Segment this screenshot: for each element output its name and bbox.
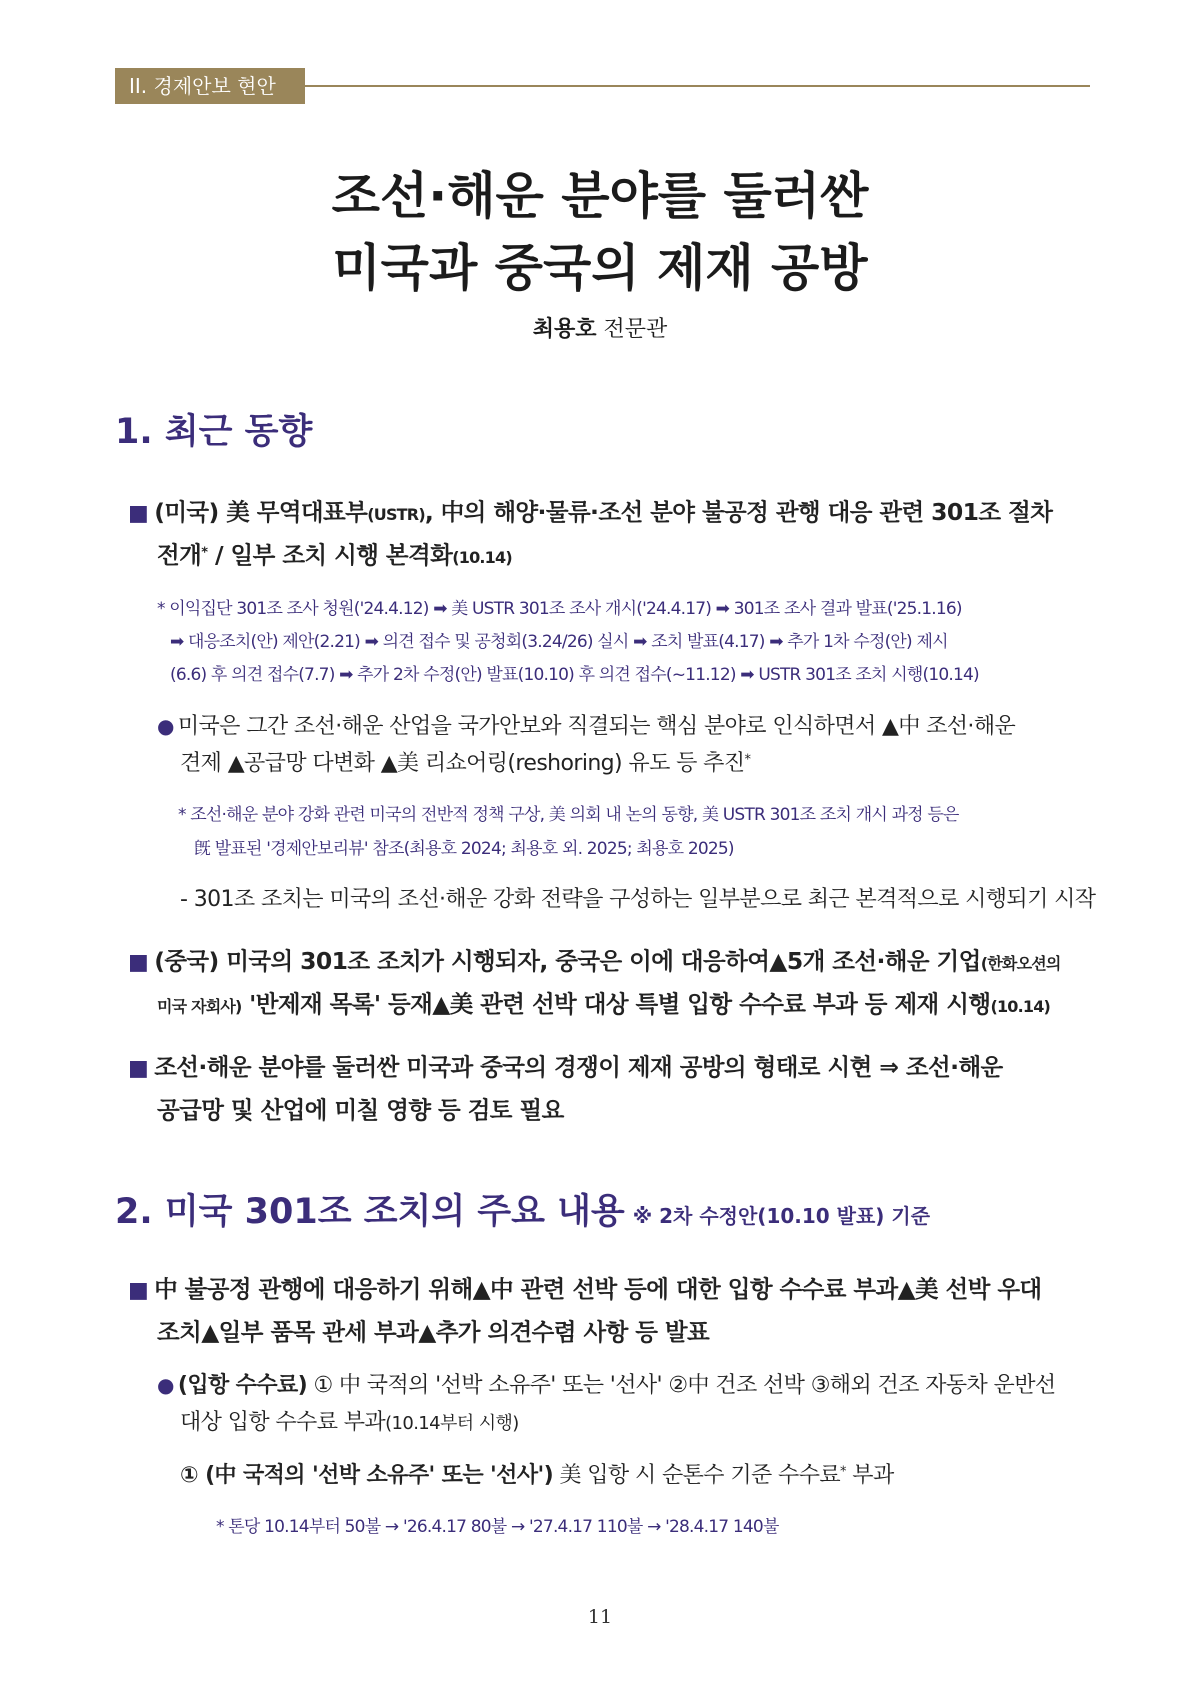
- title-line-2: 미국과 중국의 제재 공방: [332, 239, 868, 297]
- s1-bullet-3-line-1: ■ 조선·해운 분야를 둘러싼 미국과 중국의 경쟁이 제재 공방의 형태로 시현 ⇒ 조선·해운: [128, 1053, 1003, 1081]
- page-title: [0, 160, 1200, 304]
- circle-bullet-icon: ●: [157, 1373, 174, 1397]
- s1-bullet-1-line-1: ■ (미국) 美 무역대표부(USTR), 中의 해양·물류·조선 분야 불공정 관행 대응 관련 301조 절차: [128, 498, 1053, 526]
- circle-bullet-icon: ●: [157, 714, 174, 738]
- s1-dot-1-line-1: ● 미국은 그간 조선·해운 산업을 국가안보와 직결되는 핵심 분야로 인식하면서 ▲中 조선·해운: [157, 714, 1016, 739]
- square-bullet-icon: ■: [128, 1056, 149, 1081]
- s2-bullet-1-line-2: 조치▲일부 품목 관세 부과▲추가 의견수렴 사항 등 발표: [157, 1318, 710, 1346]
- s2-bullet-1-line-1: ■ 中 불공정 관행에 대응하기 위해▲中 관련 선박 등에 대한 입항 수수료 부과▲美 선박 우대: [128, 1275, 1042, 1303]
- s2-dot-1-line-2: 대상 입항 수수료 부과(10.14부터 시행): [180, 1410, 519, 1435]
- header-rule: [305, 85, 1090, 87]
- s1-bullet-2-line-1: ■ (중국) 미국의 301조 조치가 시행되자, 중국은 이에 대응하여▲5개 조선·해운 기업(한화오션의: [128, 947, 1061, 975]
- s1-footnote-2-line-2: 旣 발표된 '경제안보리뷰' 참조(최용호 2024; 최용호 외. 2025; 최용호 2025): [194, 839, 734, 859]
- s2-dot-1-line-1: ● (입항 수수료) ① 中 국적의 '선박 소유주' 또는 '선사' ②中 건조 선박 ③해외 건조 자동차 운반선: [157, 1373, 1056, 1398]
- section-tag: II. 경제안보 현안: [115, 68, 305, 104]
- s2-sub-1: ① (中 국적의 '선박 소유주' 또는 '선사') 美 입항 시 순톤수 기준 수수료* 부과: [180, 1463, 894, 1488]
- author-role: 전문관: [596, 317, 668, 342]
- s1-footnote-2-line-1: * 조선·해운 분야 강화 관련 미국의 전반적 정책 구상, 美 의회 내 논의 동향, 美 USTR 301조 조치 개시 과정 등은: [178, 805, 959, 825]
- square-bullet-icon: ■: [128, 950, 149, 975]
- s1-footnote-1-line-3: (6.6) 후 의견 접수(7.7) ➡ 추가 2차 수정(안) 발표(10.10) 후 의견 접수(~11.12) ➡ USTR 301조 조치 시행(10.14): [170, 665, 979, 685]
- s1-bullet-1-line-2: 전개* / 일부 조치 시행 본격화(10.14): [157, 541, 512, 569]
- s1-footnote-1-line-2: ➡ 대응조치(안) 제안(2.21) ➡ 의견 접수 및 공청회(3.24/26) 실시 ➡ 조치 발표(4.17) ➡ 추가 1차 수정(안) 제시: [170, 632, 948, 652]
- author: [0, 312, 1200, 343]
- square-bullet-icon: ■: [128, 1278, 149, 1303]
- section-2-heading: 2. 미국 301조 조치의 주요 내용 ※ 2차 수정안(10.10 발표) 기준: [115, 1192, 931, 1232]
- section-2-heading-note: ※ 2차 수정안(10.10 발표) 기준: [632, 1204, 931, 1228]
- s1-bullet-2-line-2: 미국 자회사) '반제재 목록' 등재▲美 관련 선박 대상 특별 입항 수수료 부과 등 제재 시행(10.14): [157, 990, 1051, 1018]
- s1-footnote-1-line-1: * 이익집단 301조 조사 청원('24.4.12) ➡ 美 USTR 301조 조사 개시('24.4.17) ➡ 301조 조사 결과 발표('25.1.16): [157, 599, 962, 619]
- author-name: 최용호: [532, 317, 597, 342]
- section-1-heading: 1. 최근 동향: [115, 412, 313, 452]
- s1-bullet-3-line-2: 공급망 및 산업에 미칠 영향 등 검토 필요: [157, 1096, 564, 1124]
- page-number: 11: [587, 1606, 613, 1628]
- square-bullet-icon: ■: [128, 501, 149, 526]
- s1-dot-1-line-2: 견제 ▲공급망 다변화 ▲美 리쇼어링(reshoring) 유도 등 추진*: [180, 751, 751, 776]
- s2-footnote-3: * 톤당 10.14부터 50불 → '26.4.17 80불 → '27.4.17 110불 → '28.4.17 140불: [216, 1517, 779, 1537]
- s1-dash-1: - 301조 조치는 미국의 조선·해운 강화 전략을 구성하는 일부분으로 최근 본격적으로 시행되기 시작: [180, 887, 1096, 912]
- title-line-1: 조선·해운 분야를 둘러싼: [331, 167, 869, 225]
